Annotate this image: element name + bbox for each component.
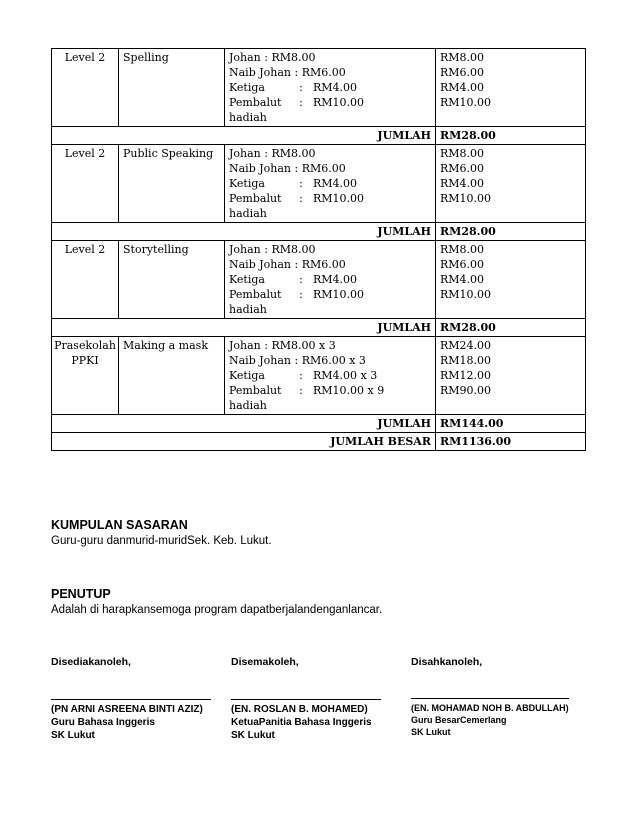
- prize-line: Johan : RM8.00: [229, 243, 316, 256]
- grand-total-value: RM1136.00: [436, 433, 586, 451]
- prize-label: Pembalut: [229, 384, 282, 397]
- event-cell: Storytelling: [119, 241, 225, 319]
- prize-cell: [225, 145, 436, 223]
- prize-label: Ketiga: [229, 81, 265, 94]
- value-line: RM6.00: [440, 162, 485, 175]
- prize-suffix: hadiah: [229, 303, 267, 316]
- signature-org: SK Lukut: [411, 727, 451, 737]
- level-cell: Level 2: [52, 49, 119, 127]
- prize-label: Ketiga: [229, 273, 265, 286]
- total-row: [52, 319, 586, 337]
- prize-amount: RM4.00 x 3: [313, 369, 378, 382]
- event-cell: Making a mask: [119, 337, 225, 415]
- signature-prepared: [51, 656, 231, 742]
- value-line: RM24.00: [440, 339, 492, 352]
- prize-table-container: [51, 48, 585, 451]
- value-cell: [436, 145, 586, 223]
- prize-line: [229, 95, 431, 110]
- value-cell: [436, 337, 586, 415]
- signature-line: [231, 699, 381, 700]
- value-line: RM10.00: [440, 192, 492, 205]
- prize-line: [229, 191, 431, 206]
- prize-cell: [225, 49, 436, 127]
- prize-cell: [225, 337, 436, 415]
- value-line: RM8.00: [440, 51, 485, 64]
- prize-label: Ketiga: [229, 369, 265, 382]
- value-line: RM4.00: [440, 81, 485, 94]
- total-label: JUMLAH: [52, 223, 436, 241]
- prize-line: Naib Johan : RM6.00 x 3: [229, 354, 366, 367]
- value-line: RM4.00: [440, 177, 485, 190]
- prize-label: Pembalut: [229, 288, 282, 301]
- prize-amount: RM10.00: [313, 192, 365, 205]
- signature-name: (PN ARNI ASREENA BINTI AZIZ): [51, 704, 203, 715]
- table-row: [52, 49, 586, 127]
- signature-name: (EN. MOHAMAD NOH B. ABDULLAH): [411, 703, 569, 713]
- penutup-body: Adalah di harapkansemoga program dapatberjalandenganlancar.: [51, 604, 383, 616]
- value-line: RM6.00: [440, 66, 485, 79]
- signature-org: SK Lukut: [51, 730, 95, 741]
- total-label: JUMLAH: [52, 415, 436, 433]
- prize-label: Pembalut: [229, 96, 282, 109]
- prize-amount: RM4.00: [313, 177, 358, 190]
- prize-amount: RM4.00: [313, 81, 358, 94]
- total-value: RM28.00: [436, 319, 586, 337]
- total-label: JUMLAH: [52, 319, 436, 337]
- total-value: RM28.00: [436, 223, 586, 241]
- prize-line: [229, 383, 431, 398]
- prize-line: [229, 287, 431, 302]
- prize-line: Johan : RM8.00: [229, 147, 316, 160]
- prize-line: Johan : RM8.00: [229, 51, 316, 64]
- prize-suffix: hadiah: [229, 207, 267, 220]
- grand-total-row: [52, 433, 586, 451]
- value-line: RM10.00: [440, 96, 492, 109]
- signature-role: Guru BesarCemerlang: [411, 715, 507, 725]
- value-line: RM6.00: [440, 258, 485, 271]
- level-cell: Level 2: [52, 241, 119, 319]
- prize-suffix: hadiah: [229, 111, 267, 124]
- penutup-title: PENUTUP: [51, 587, 111, 601]
- prize-line: [229, 272, 431, 287]
- signature-line: [51, 699, 211, 700]
- total-label: JUMLAH: [52, 127, 436, 145]
- prize-line: [229, 368, 431, 383]
- total-value: RM144.00: [436, 415, 586, 433]
- total-value: RM28.00: [436, 127, 586, 145]
- signature-reviewed: [231, 656, 411, 742]
- value-line: RM4.00: [440, 273, 485, 286]
- table-row: [52, 145, 586, 223]
- prize-label: Ketiga: [229, 177, 265, 190]
- prize-amount: RM10.00: [313, 288, 365, 301]
- grand-total-label: JUMLAH BESAR: [52, 433, 436, 451]
- kumpulan-title: KUMPULAN SASARAN: [51, 518, 188, 532]
- level-cell: Level 2: [52, 145, 119, 223]
- signature-heading: Disemakoleh,: [231, 656, 299, 668]
- prize-table: [51, 48, 586, 451]
- total-row: [52, 415, 586, 433]
- prize-line: [229, 176, 431, 191]
- event-cell: Public Speaking: [119, 145, 225, 223]
- prize-colon: :: [299, 192, 303, 205]
- value-line: RM18.00: [440, 354, 492, 367]
- prize-line: Johan : RM8.00 x 3: [229, 339, 336, 352]
- value-line: RM12.00: [440, 369, 492, 382]
- table-row: [52, 337, 586, 415]
- prize-amount: RM4.00: [313, 273, 358, 286]
- total-row: [52, 127, 586, 145]
- signature-line: [411, 698, 569, 699]
- prize-colon: :: [299, 96, 303, 109]
- prize-colon: :: [299, 177, 303, 190]
- signature-name: (EN. ROSLAN B. MOHAMED): [231, 704, 368, 715]
- signature-heading: Disahkanoleh,: [411, 656, 483, 668]
- prize-colon: :: [299, 384, 303, 397]
- value-line: RM90.00: [440, 384, 492, 397]
- prize-colon: :: [299, 273, 303, 286]
- prize-colon: :: [299, 81, 303, 94]
- signature-heading: Disediakanoleh,: [51, 656, 131, 668]
- prize-suffix: hadiah: [229, 399, 267, 412]
- total-row: [52, 223, 586, 241]
- level-cell: Prasekolah PPKI: [52, 337, 119, 415]
- prize-colon: :: [299, 369, 303, 382]
- prize-line: [229, 80, 431, 95]
- signature-org: SK Lukut: [231, 730, 275, 741]
- value-cell: [436, 49, 586, 127]
- event-cell: Spelling: [119, 49, 225, 127]
- signature-role: KetuaPanitia Bahasa Inggeris: [231, 717, 372, 728]
- prize-cell: [225, 241, 436, 319]
- signature-role: Guru Bahasa Inggeris: [51, 717, 155, 728]
- prize-amount: RM10.00: [313, 96, 365, 109]
- value-line: RM8.00: [440, 243, 485, 256]
- prize-line: Naib Johan : RM6.00: [229, 66, 346, 79]
- value-line: RM8.00: [440, 147, 485, 160]
- prize-amount: RM10.00 x 9: [313, 384, 385, 397]
- kumpulan-body: Guru-guru danmurid-muridSek. Keb. Lukut.: [51, 535, 272, 547]
- value-line: RM10.00: [440, 288, 492, 301]
- value-cell: [436, 241, 586, 319]
- prize-label: Pembalut: [229, 192, 282, 205]
- prize-line: Naib Johan : RM6.00: [229, 258, 346, 271]
- signature-approved: [411, 656, 591, 738]
- prize-line: Naib Johan : RM6.00: [229, 162, 346, 175]
- table-row: [52, 241, 586, 319]
- prize-colon: :: [299, 288, 303, 301]
